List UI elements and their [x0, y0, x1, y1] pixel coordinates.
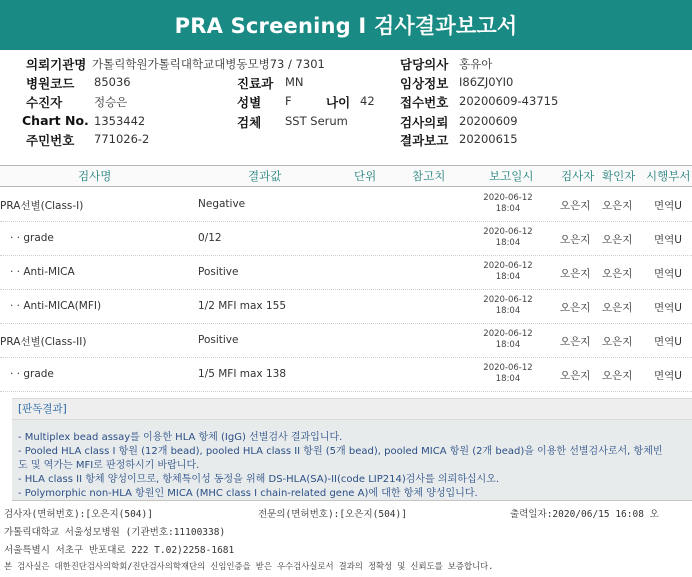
col-reference: 참고치 — [412, 169, 446, 183]
row-tester: 오은지 — [560, 370, 591, 382]
row-result: Positive — [198, 266, 239, 278]
row-department: 면역U — [654, 370, 682, 382]
row-department: 면역U — [654, 302, 682, 314]
interpretation-line: 도 및 역가는 MFI로 판정하시기 바랍니다. — [18, 460, 200, 471]
recipient-label: 수진자 — [26, 95, 63, 110]
row-test-name: · · Anti-MICA — [10, 266, 75, 278]
hospital-name: 가톨릭대학교 서울성모병원 (기관번호:11100338) — [4, 527, 226, 538]
recipient-value: 정승은 — [94, 95, 128, 109]
col-department: 시행부서 — [646, 169, 691, 183]
table-row — [0, 289, 692, 324]
interpretation-line: - HLA class II 항체 양성이므로, 항체특이성 동정을 위해 DS-HLA(SA)-II(code LIP214)검사를 의뢰하십시오. — [18, 474, 500, 485]
table-row — [0, 357, 692, 392]
row-verifier: 오은지 — [602, 370, 633, 382]
report-title: PRA Screening I 검사결과보고서 — [174, 14, 518, 38]
row-department: 면역U — [654, 234, 682, 246]
hospital-code-value: 85036 — [94, 75, 131, 89]
interpretation-title: [판독결과] — [18, 403, 67, 415]
row-test-name: PRA선별(Class-I) — [0, 200, 84, 212]
row-result: 0/12 — [198, 232, 222, 244]
col-tester: 검사자 — [561, 169, 595, 183]
patient-info — [0, 55, 692, 155]
row-test-name: · · grade — [10, 368, 54, 380]
row-tester: 오은지 — [560, 302, 591, 314]
doctor-label: 담당의사 — [400, 57, 449, 72]
table-row — [0, 187, 692, 222]
row-result: Negative — [198, 198, 246, 210]
clinical-info-label: 임상정보 — [400, 76, 449, 91]
row-verifier: 오은지 — [602, 200, 633, 212]
interpretation-line: - Multiplex bead assay를 이용한 HLA 항체 (IgG) 선별검사 결과입니다. — [18, 432, 343, 443]
row-report-date: 2020-06-12 — [483, 193, 533, 203]
row-report-time: 18:04 — [495, 306, 521, 316]
receipt-no-value: 20200609-43715 — [459, 94, 559, 108]
department-label: 진료과 — [237, 76, 274, 91]
chart-no-label: Chart No. — [22, 113, 89, 128]
row-report-time: 18:04 — [495, 340, 521, 350]
examiner-license: 검사자(면허번호):[오은지(504)] — [4, 509, 153, 520]
row-report-time: 18:04 — [495, 238, 521, 248]
request-date-label: 검사의뢰 — [400, 115, 449, 130]
interpretation-body — [12, 420, 692, 501]
row-department: 면역U — [654, 200, 682, 212]
row-report-time: 18:04 — [495, 204, 521, 214]
table-row — [0, 323, 692, 358]
age-value: 42 — [360, 94, 375, 108]
rrn-label: 주민번호 — [26, 133, 75, 148]
results-table-header — [0, 165, 692, 187]
specimen-label: 검체 — [237, 115, 262, 130]
row-tester: 오은지 — [560, 336, 591, 348]
interpretation-line: - Pooled HLA class I 항원 (12개 bead), pooled HLA class II 항원 (5개 bead), pooled MICA 항원 (2개 bead)을 이용한 선별검사로서, 항체빈 — [18, 446, 663, 457]
request-date-value: 20200609 — [459, 114, 518, 128]
row-tester: 오은지 — [560, 234, 591, 246]
clinical-info-value: I86ZJ0YI0 — [459, 75, 514, 89]
institution-label: 의뢰기관명 — [26, 57, 87, 72]
row-verifier: 오은지 — [602, 336, 633, 348]
col-result: 결과값 — [248, 169, 282, 183]
row-test-name: · · Anti-MICA(MFI) — [10, 300, 102, 312]
row-report-date: 2020-06-12 — [483, 261, 533, 271]
row-result: Positive — [198, 334, 239, 346]
chart-no-value: 1353442 — [94, 114, 146, 128]
doctor-value: 홍유아 — [459, 57, 493, 71]
col-verifier: 확인자 — [602, 169, 636, 183]
col-test-name: 검사명 — [78, 169, 112, 183]
col-report-time: 보고일시 — [489, 169, 534, 183]
row-tester: 오은지 — [560, 200, 591, 212]
row-tester: 오은지 — [560, 268, 591, 280]
row-report-date: 2020-06-12 — [483, 363, 533, 373]
row-department: 면역U — [654, 336, 682, 348]
certification-note: 본 검사실은 대한진단검사의학회/진단검사의학재단의 신임인증을 받은 우수검사실로서 결과의 정확성 및 신뢰도를 보증합니다. — [4, 561, 494, 571]
row-result: 1/2 MFI max 155 — [198, 300, 287, 312]
table-row — [0, 255, 692, 290]
row-verifier: 오은지 — [602, 268, 633, 280]
row-report-date: 2020-06-12 — [483, 227, 533, 237]
report-date-value: 20200615 — [459, 132, 518, 146]
col-unit: 단위 — [354, 169, 377, 183]
hospital-address: 서울특별시 서초구 반포대로 222 T.02)2258-1681 — [4, 545, 235, 556]
row-department: 면역U — [654, 268, 682, 280]
table-row — [0, 221, 692, 256]
specialist-license: 전문의(면허번호):[오은지(504)] — [258, 509, 407, 520]
row-report-time: 18:04 — [495, 272, 521, 282]
row-test-name: · · grade — [10, 232, 54, 244]
row-result: 1/5 MFI max 138 — [198, 368, 287, 380]
sex-label: 성별 — [237, 95, 262, 110]
sex-value: F — [285, 94, 292, 108]
report-date-label: 결과보고 — [400, 133, 449, 148]
specimen-value: SST Serum — [285, 114, 348, 128]
department-value: MN — [285, 75, 304, 89]
row-report-date: 2020-06-12 — [483, 329, 533, 339]
rrn-value: 771026-2 — [94, 132, 150, 146]
row-report-date: 2020-06-12 — [483, 295, 533, 305]
row-verifier: 오은지 — [602, 302, 633, 314]
print-date: 출력일자:2020/06/15 16:08 오 — [510, 509, 659, 520]
institution-value: 가톨릭학원가톨릭대학교대병동모병73 / 7301 — [92, 57, 325, 71]
interpretation-line: - Polymorphic non-HLA 항원인 MICA (MHC class I chain-related gene A)에 대한 항체 양성입니다. — [18, 488, 478, 499]
receipt-no-label: 접수번호 — [400, 95, 449, 110]
row-verifier: 오은지 — [602, 234, 633, 246]
row-report-time: 18:04 — [495, 374, 521, 384]
report-title-bar — [0, 0, 692, 50]
row-test-name: PRA선별(Class-II) — [0, 336, 87, 348]
hospital-code-label: 병원코드 — [26, 76, 75, 91]
interpretation-header — [12, 398, 692, 420]
age-label: 나이 — [326, 95, 351, 110]
